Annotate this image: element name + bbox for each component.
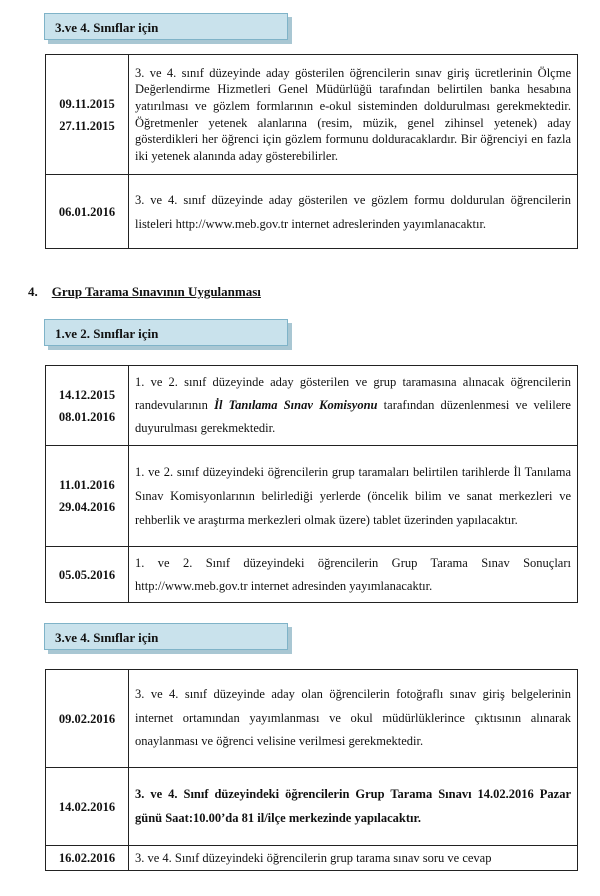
description-cell: 1. ve 2. Sınıf düzeyindeki öğrencilerin Grup Tarama Sınav Sonuçları http://www.meb.gov.tr internet adresinden yayımlanacaktır. bbox=[129, 547, 578, 603]
schedule-table bbox=[45, 365, 578, 603]
description-cell: 3. ve 4. Sınıf düzeyindeki öğrencilerin grup tarama sınav soru ve cevap bbox=[129, 846, 578, 871]
end-date: 08.01.2016 bbox=[58, 409, 116, 424]
date-cell bbox=[46, 547, 129, 603]
date-cell bbox=[46, 175, 129, 249]
date-cell bbox=[46, 768, 129, 846]
description-cell: 1. ve 2. sınıf düzeyindeki öğrencilerin grup taramaları belirtilen tarihlerde İl Tanılama Sınav Komisyonlarının belirlediği yerlerde (öncelik bilim ve sanat merkezleri ve rehberlik ve araştırma merkezleri olmak üzere) tablet üzerinden yapılacaktır. bbox=[129, 446, 578, 547]
description-text: 1. ve 2. sınıf düzeyinde aday gösterilen ve grup taramasına alınacak öğrencilerin randevularının bbox=[135, 375, 571, 412]
end-date: 29.04.2016 bbox=[58, 500, 116, 514]
date: 16.02.2016 bbox=[58, 851, 116, 865]
start-date: 09.11.2015 bbox=[59, 96, 115, 111]
schedule-table bbox=[45, 669, 578, 871]
section-heading-grade-3-4: 3.ve 4. Sınıflar için bbox=[44, 13, 288, 40]
section-heading-grade-1-2: 1.ve 2. Sınıflar için bbox=[44, 319, 288, 346]
start-date: 14.12.2015 bbox=[58, 387, 116, 402]
date-cell bbox=[46, 446, 129, 547]
table-row bbox=[46, 846, 578, 871]
schedule-table bbox=[45, 54, 578, 249]
table-row bbox=[46, 446, 578, 547]
table-row bbox=[46, 366, 578, 446]
date: 09.02.2016 bbox=[58, 711, 116, 726]
start-date: 11.01.2016 bbox=[59, 478, 115, 492]
date: 05.05.2016 bbox=[58, 567, 116, 582]
table-row bbox=[46, 55, 578, 175]
section-title bbox=[28, 284, 261, 300]
section-heading-grade-3-4: 3.ve 4. Sınıflar için bbox=[44, 623, 288, 650]
description-cell: 3. ve 4. sınıf düzeyinde aday gösterilen ve gözlem formu doldurulan öğrencilerin listeleri http://www.meb.gov.tr internet adreslerinden yayımlanacaktır. bbox=[129, 175, 578, 249]
section-number: 4. bbox=[28, 284, 38, 299]
date-cell bbox=[46, 670, 129, 768]
date-cell bbox=[46, 55, 129, 175]
commission-name: İl Tanılama Sınav Komisyonu bbox=[214, 398, 378, 412]
description-cell bbox=[129, 366, 578, 446]
description-text: tarafından düzenlenmesi ve velilere duyurulması gerekmektedir. bbox=[135, 398, 571, 435]
table-row bbox=[46, 670, 578, 768]
date-cell bbox=[46, 846, 129, 871]
description-cell: 3. ve 4. sınıf düzeyinde aday gösterilen öğrencilerin sınav giriş ücretlerinin Ölçme Değerlendirme Hizmetleri Genel Müdürlüğü tarafından belirtilen banka hesabına yatırılması ve gözlem formlarının e-okul sisteminden doldurulması gerekmektedir. Öğretmenler yetenek alanlarına (resim, müzik, genel zihinsel yetenek) aday gösterdikleri her öğrenci için gözlem formunu dolduracaklardır. Bir öğrenciyi en fazla iki yetenek alanında aday gösterebilirler. bbox=[129, 55, 578, 175]
table-row bbox=[46, 768, 578, 846]
table-row bbox=[46, 547, 578, 603]
date-cell bbox=[46, 366, 129, 446]
table-row bbox=[46, 175, 578, 249]
description-cell: 3. ve 4. Sınıf düzeyindeki öğrencilerin Grup Tarama Sınavı 14.02.2016 Pazar günü Saat:10.00’da 81 il/ilçe merkezinde yapılacaktır. bbox=[129, 768, 578, 846]
date: 06.01.2016 bbox=[58, 204, 116, 219]
end-date: 27.11.2015 bbox=[59, 118, 115, 133]
description-cell: 3. ve 4. sınıf düzeyinde aday olan öğrencilerin fotoğraflı sınav giriş belgelerinin internet ortamından yayımlanması ve okul müdürlüklerince çıktısının alınarak onaylanması ve öğrenci velisine verilmesi gerekmektedir. bbox=[129, 670, 578, 768]
date: 14.02.2016 bbox=[58, 799, 116, 814]
section-title-text: Grup Tarama Sınavının Uygulanması bbox=[51, 284, 261, 299]
